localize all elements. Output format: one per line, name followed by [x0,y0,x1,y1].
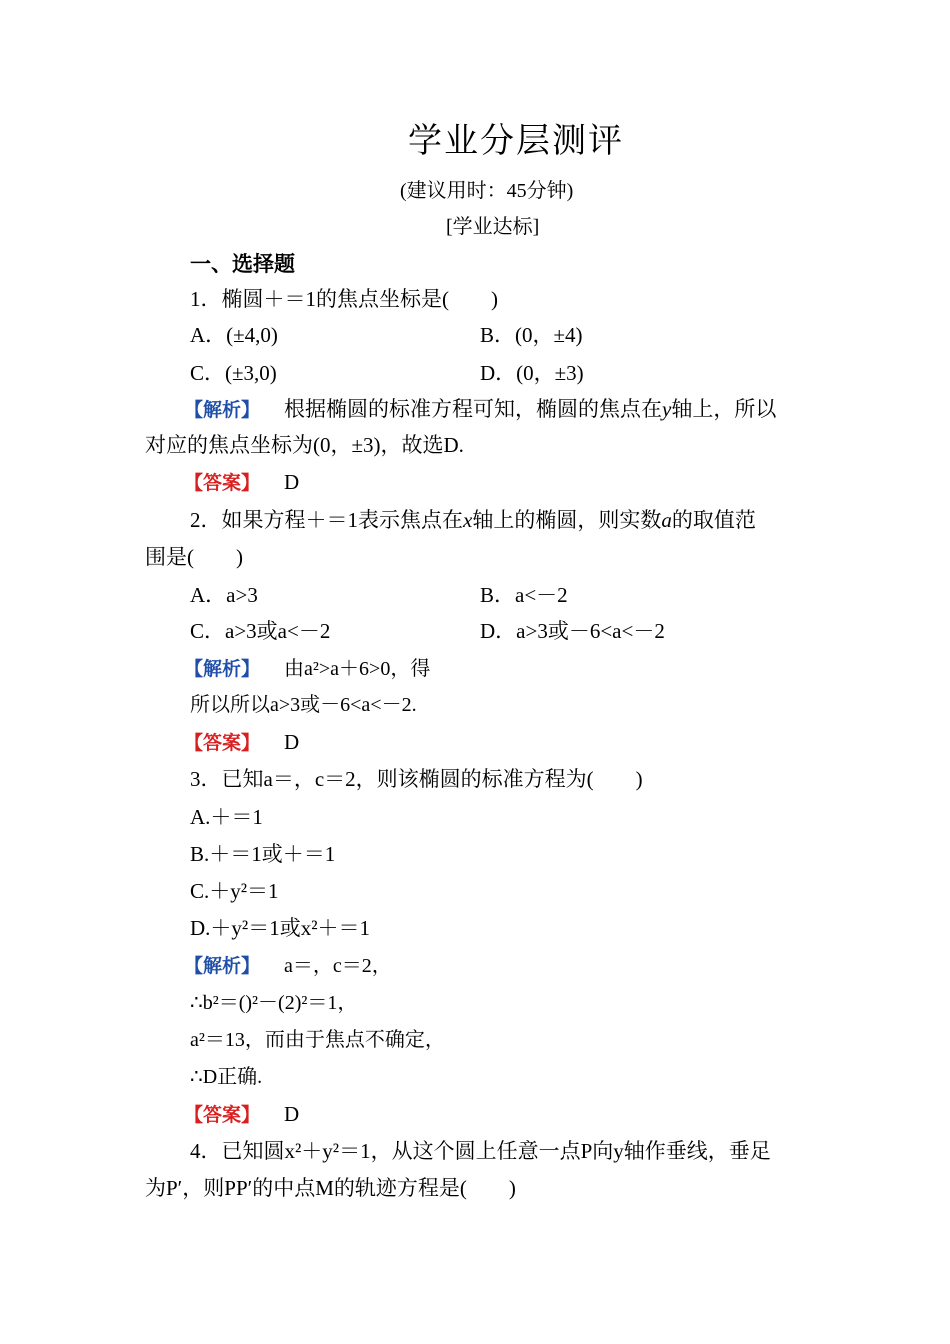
q2-answer-value: D [284,730,300,754]
q3-option-c: C.＋y²＝1 [190,879,279,903]
q3-option-a: A.＋＝1 [190,805,263,829]
page-title: 学业分层测评 [408,123,624,160]
q3-answer [184,1102,299,1127]
q2-analysis [184,656,430,681]
analysis-tag: 【解析】 [184,955,261,977]
q2-option-b: B．a<－2 [480,583,568,607]
q3-option-b: B.＋＝1或＋＝1 [190,842,336,866]
q2-stem-var-x: x [463,508,473,532]
time-hint: (建议用时：45分钟) [400,180,574,202]
q3-answer-value: D [284,1102,300,1126]
q1-analysis-var: y [662,397,672,421]
analysis-tag: 【解析】 [184,399,261,421]
q2-option-a: A．a>3 [190,583,258,607]
q2-stem-part3: 的取值范 [671,508,756,532]
answer-tag: 【答案】 [184,1104,261,1126]
q3-analysis-line4: ∴D正确. [190,1066,263,1088]
q2-stem-part2: 轴上的椭圆，则实数 [472,508,662,532]
q1-option-d: D．(0，±3) [480,361,584,385]
q2-analysis-text: 由a²>a＋6>0，得 [284,658,431,680]
q3-analysis [184,953,392,978]
q3-analysis-line3: a²＝13，而由于焦点不确定， [190,1029,445,1051]
q3-analysis-text: a＝，c＝2， [284,955,392,977]
q3-analysis-line2: ∴b²＝()²－(2)²＝1， [190,992,358,1014]
q1-analysis [184,397,776,422]
q3-option-d: D.＋y²＝1或x²＋＝1 [190,916,371,940]
q2-stem-line2: 围是( ) [145,545,243,569]
q2-stem [190,508,756,532]
q2-answer [184,730,299,755]
section-label: [学业达标] [446,216,540,238]
q4-stem: 4．已知圆x²＋y²＝1，从这个圆上任意一点P向y轴作垂线，垂足 [190,1139,771,1163]
q2-stem-var-a: a [661,508,672,532]
q1-stem: 1．椭圆＋＝1的焦点坐标是( ) [190,287,498,311]
q1-analysis-line2: 对应的焦点坐标为(0，±3)，故选D. [145,433,464,457]
q2-option-d: D．a>3或－6<a<－2 [480,619,665,643]
q2-analysis-line2: 所以所以a>3或－6<a<－2. [190,694,417,716]
q4-stem-line2: 为P′，则PP′的中点M的轨迹方程是( ) [145,1176,516,1200]
q1-option-c: C．(±3,0) [190,361,277,385]
q2-stem-part1: 2．如果方程＋＝1表示焦点在 [190,508,463,532]
q3-stem: 3．已知a＝，c＝2，则该椭圆的标准方程为( ) [190,767,643,791]
analysis-tag: 【解析】 [184,658,261,680]
q1-option-a: A．(±4,0) [190,323,278,347]
q1-option-b: B．(0，±4) [480,323,583,347]
q1-analysis-text-end: 轴上，所以 [671,397,777,421]
q1-answer [184,470,299,495]
answer-tag: 【答案】 [184,732,261,754]
section-heading: 一、选择题 [190,252,295,276]
q2-option-c: C．a>3或a<－2 [190,619,331,643]
q1-answer-value: D [284,470,300,494]
q1-analysis-text: 根据椭圆的标准方程可知，椭圆的焦点在 [284,397,663,421]
answer-tag: 【答案】 [184,472,261,494]
